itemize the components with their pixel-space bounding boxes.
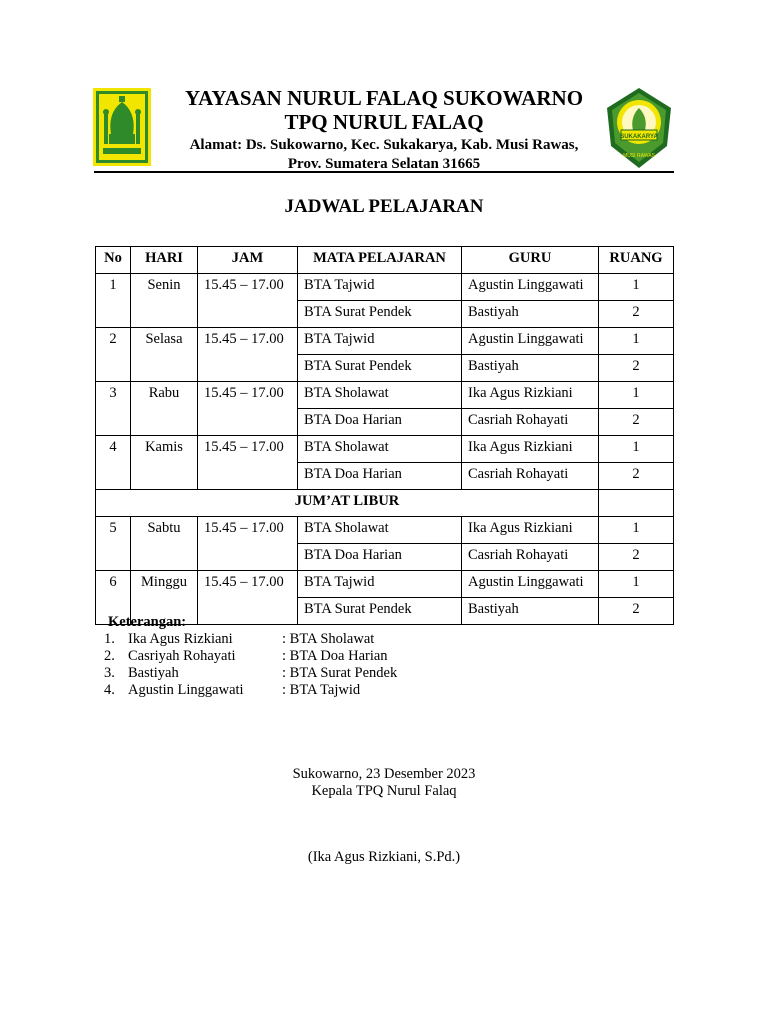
cell-mata-pelajaran: BTA Sholawat <box>298 436 462 463</box>
cell-no: 3 <box>96 382 131 436</box>
cell-mata-pelajaran: BTA Surat Pendek <box>298 301 462 328</box>
cell-hari: Sabtu <box>131 517 198 571</box>
col-ruang: RUANG <box>599 247 674 274</box>
libur-label: JUM’AT LIBUR <box>96 490 599 517</box>
cell-no: 4 <box>96 436 131 490</box>
cell-ruang: 1 <box>599 517 674 544</box>
school-name: TPQ NURUL FALAQ <box>284 110 484 134</box>
notes-teacher-name: Ika Agus Rizkiani <box>128 631 233 647</box>
table-row <box>96 274 674 301</box>
cell-hari: Rabu <box>131 382 198 436</box>
cell-ruang: 2 <box>599 301 674 328</box>
cell-guru: Ika Agus Rizkiani <box>462 517 599 544</box>
cell-guru: Casriah Rohayati <box>462 409 599 436</box>
notes-teacher-name: Agustin Linggawati <box>128 682 244 698</box>
notes-title: Keterangan: <box>108 614 187 630</box>
libur-empty-cell <box>599 490 674 517</box>
cell-mata-pelajaran: BTA Tajwid <box>298 571 462 598</box>
signature-position: Kepala TPQ Nurul Falaq <box>311 783 457 799</box>
cell-ruang: 2 <box>599 544 674 571</box>
cell-hari: Senin <box>131 274 198 328</box>
notes-item <box>104 682 397 699</box>
cell-mata-pelajaran: BTA Doa Harian <box>298 463 462 490</box>
cell-jam: 15.45 – 17.00 <box>198 382 298 436</box>
cell-guru: Ika Agus Rizkiani <box>462 436 599 463</box>
table-row <box>96 571 674 598</box>
cell-mata-pelajaran: BTA Sholawat <box>298 517 462 544</box>
cell-guru: Agustin Linggawati <box>462 328 599 355</box>
notes-teacher-name: Casriyah Rohayati <box>128 648 236 664</box>
cell-guru: Bastiyah <box>462 301 599 328</box>
table-row <box>96 517 674 544</box>
cell-ruang: 1 <box>599 571 674 598</box>
cell-guru: Ika Agus Rizkiani <box>462 382 599 409</box>
notes-subject: : BTA Surat Pendek <box>282 665 398 681</box>
cell-mata-pelajaran: BTA Tajwid <box>298 274 462 301</box>
cell-guru: Bastiyah <box>462 598 599 625</box>
cell-mata-pelajaran: BTA Tajwid <box>298 328 462 355</box>
sukakarya-logo <box>603 86 675 170</box>
col-mata-pelajaran: MATA PELAJARAN <box>298 247 462 274</box>
cell-ruang: 2 <box>599 355 674 382</box>
cell-jam: 15.45 – 17.00 <box>198 328 298 382</box>
cell-mata-pelajaran: BTA Doa Harian <box>298 544 462 571</box>
table-header-row <box>96 247 674 274</box>
cell-ruang: 2 <box>599 598 674 625</box>
signature-place-date: Sukowarno, 23 Desember 2023 <box>292 766 476 782</box>
cell-ruang: 2 <box>599 409 674 436</box>
svg-text:SUKAKARYA: SUKAKARYA <box>620 134 658 140</box>
cell-guru: Agustin Linggawati <box>462 274 599 301</box>
notes-section <box>104 614 397 699</box>
signature-name: (Ika Agus Rizkiani, S.Pd.) <box>307 849 461 865</box>
cell-no: 6 <box>96 571 131 625</box>
cell-no: 2 <box>96 328 131 382</box>
col-guru: GURU <box>462 247 599 274</box>
cell-ruang: 1 <box>599 382 674 409</box>
cell-jam: 15.45 – 17.00 <box>198 517 298 571</box>
yayasan-logo <box>93 88 151 166</box>
notes-number: 4. <box>104 682 115 698</box>
cell-guru: Bastiyah <box>462 355 599 382</box>
cell-mata-pelajaran: BTA Sholawat <box>298 382 462 409</box>
cell-mata-pelajaran: BTA Surat Pendek <box>298 598 462 625</box>
cell-no: 5 <box>96 517 131 571</box>
notes-item <box>104 665 397 682</box>
cell-guru: Casriah Rohayati <box>462 463 599 490</box>
cell-mata-pelajaran: BTA Doa Harian <box>298 409 462 436</box>
col-jam: JAM <box>198 247 298 274</box>
header-divider <box>94 171 674 173</box>
cell-guru: Agustin Linggawati <box>462 571 599 598</box>
notes-number: 1. <box>104 631 115 647</box>
notes-number: 3. <box>104 665 115 681</box>
address-line-2: Prov. Sumatera Selatan 31665 <box>287 156 481 172</box>
col-no: No <box>96 247 131 274</box>
table-row <box>96 382 674 409</box>
document-title: JADWAL PELAJARAN <box>284 196 484 217</box>
col-hari: HARI <box>131 247 198 274</box>
svg-text:MUSI RAWAS: MUSI RAWAS <box>623 153 655 159</box>
notes-subject: : BTA Doa Harian <box>282 648 388 664</box>
cell-ruang: 1 <box>599 328 674 355</box>
cell-guru: Casriah Rohayati <box>462 544 599 571</box>
foundation-name: YAYASAN NURUL FALAQ SUKOWARNO <box>184 86 584 110</box>
notes-number: 2. <box>104 648 115 664</box>
notes-item <box>104 631 397 648</box>
notes-item <box>104 648 397 665</box>
cell-mata-pelajaran: BTA Surat Pendek <box>298 355 462 382</box>
libur-row <box>96 490 674 517</box>
cell-no: 1 <box>96 274 131 328</box>
notes-subject: : BTA Sholawat <box>282 631 375 647</box>
cell-hari: Selasa <box>131 328 198 382</box>
notes-teacher-name: Bastiyah <box>128 665 179 681</box>
letterhead <box>160 86 608 174</box>
cell-ruang: 1 <box>599 274 674 301</box>
notes-subject: : BTA Tajwid <box>282 682 361 698</box>
cell-hari: Kamis <box>131 436 198 490</box>
cell-jam: 15.45 – 17.00 <box>198 436 298 490</box>
cell-ruang: 1 <box>599 436 674 463</box>
schedule-table <box>95 246 674 625</box>
cell-jam: 15.45 – 17.00 <box>198 274 298 328</box>
address-line-1: Alamat: Ds. Sukowarno, Kec. Sukakarya, Kab. Musi Rawas, <box>189 137 579 153</box>
table-row <box>96 328 674 355</box>
cell-ruang: 2 <box>599 463 674 490</box>
table-row <box>96 436 674 463</box>
cell-hari: Minggu <box>131 571 198 625</box>
cell-jam: 15.45 – 17.00 <box>198 571 298 625</box>
